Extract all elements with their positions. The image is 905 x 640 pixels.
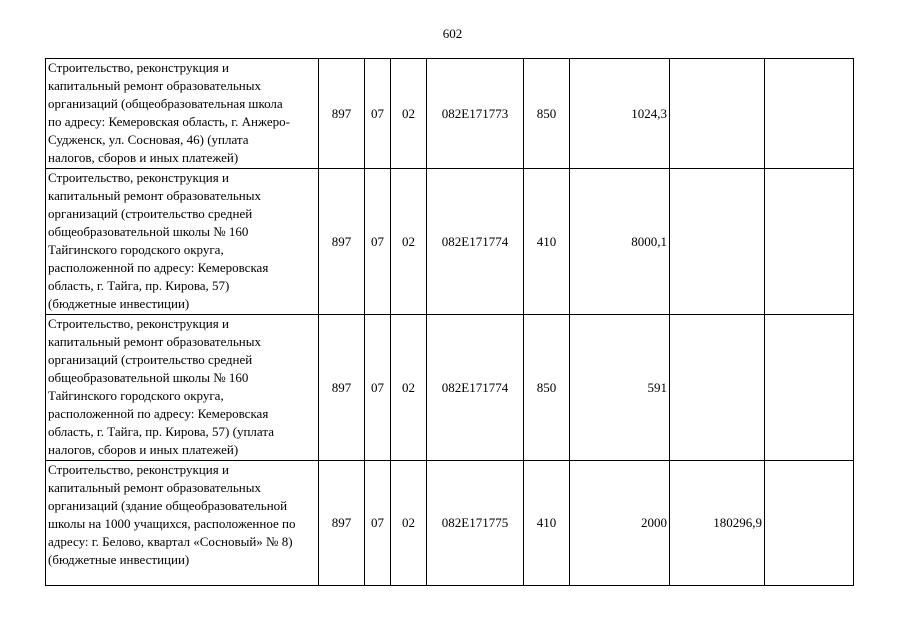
cell-vr: 410 (524, 169, 570, 315)
cell-sum2 (670, 315, 765, 461)
table-row (46, 169, 854, 315)
cell-ved: 897 (319, 315, 365, 461)
cell-desc: Строительство, реконструкция и капитальный ремонт образовательных организаций (строительство средней общеобразовательной школы № 160 Тайгинского городского округа, расположенной по адресу: Кемеровская область, г. Тайга, пр. Кирова, 57) (уплата налогов, сборов и иных платежей) (46, 315, 319, 461)
cell-pr: 02 (391, 169, 427, 315)
cell-sum3 (765, 169, 854, 315)
cell-ved: 897 (319, 59, 365, 169)
cell-rz: 07 (365, 315, 391, 461)
budget-table (45, 58, 854, 586)
cell-sum3 (765, 315, 854, 461)
cell-ved: 897 (319, 461, 365, 586)
cell-vr: 850 (524, 315, 570, 461)
cell-csr: 082E171775 (427, 461, 524, 586)
cell-sum1: 1024,3 (570, 59, 670, 169)
cell-rz: 07 (365, 461, 391, 586)
cell-pr: 02 (391, 59, 427, 169)
cell-rz: 07 (365, 169, 391, 315)
cell-sum1: 2000 (570, 461, 670, 586)
cell-ved: 897 (319, 169, 365, 315)
cell-sum3 (765, 461, 854, 586)
table-row (46, 315, 854, 461)
cell-vr: 410 (524, 461, 570, 586)
cell-csr: 082E171773 (427, 59, 524, 169)
cell-csr: 082E171774 (427, 169, 524, 315)
cell-sum2 (670, 59, 765, 169)
table-row (46, 59, 854, 169)
cell-sum1: 591 (570, 315, 670, 461)
cell-vr: 850 (524, 59, 570, 169)
cell-desc: Строительство, реконструкция и капитальный ремонт образовательных организаций (общеобразовательная школа по адресу: Кемеровская область, г. Анжеро- Судженск, ул. Сосновая, 46) (уплата налогов, сборов и иных платежей) (46, 59, 319, 169)
cell-sum2: 180296,9 (670, 461, 765, 586)
cell-csr: 082E171774 (427, 315, 524, 461)
cell-sum3 (765, 59, 854, 169)
cell-sum1: 8000,1 (570, 169, 670, 315)
table-row (46, 461, 854, 586)
cell-pr: 02 (391, 315, 427, 461)
cell-sum2 (670, 169, 765, 315)
cell-rz: 07 (365, 59, 391, 169)
cell-desc: Строительство, реконструкция и капитальный ремонт образовательных организаций (здание общеобразовательной школы на 1000 учащихся, расположенное по адресу: г. Белово, квартал «Сосновый» № 8) (бюджетные инвестиции) (46, 461, 319, 586)
page-number: 602 (442, 26, 463, 41)
cell-desc: Строительство, реконструкция и капитальный ремонт образовательных организаций (строительство средней общеобразовательной школы № 160 Тайгинского городского округа, расположенной по адресу: Кемеровская область, г. Тайга, пр. Кирова, 57) (бюджетные инвестиции) (46, 169, 319, 315)
cell-pr: 02 (391, 461, 427, 586)
